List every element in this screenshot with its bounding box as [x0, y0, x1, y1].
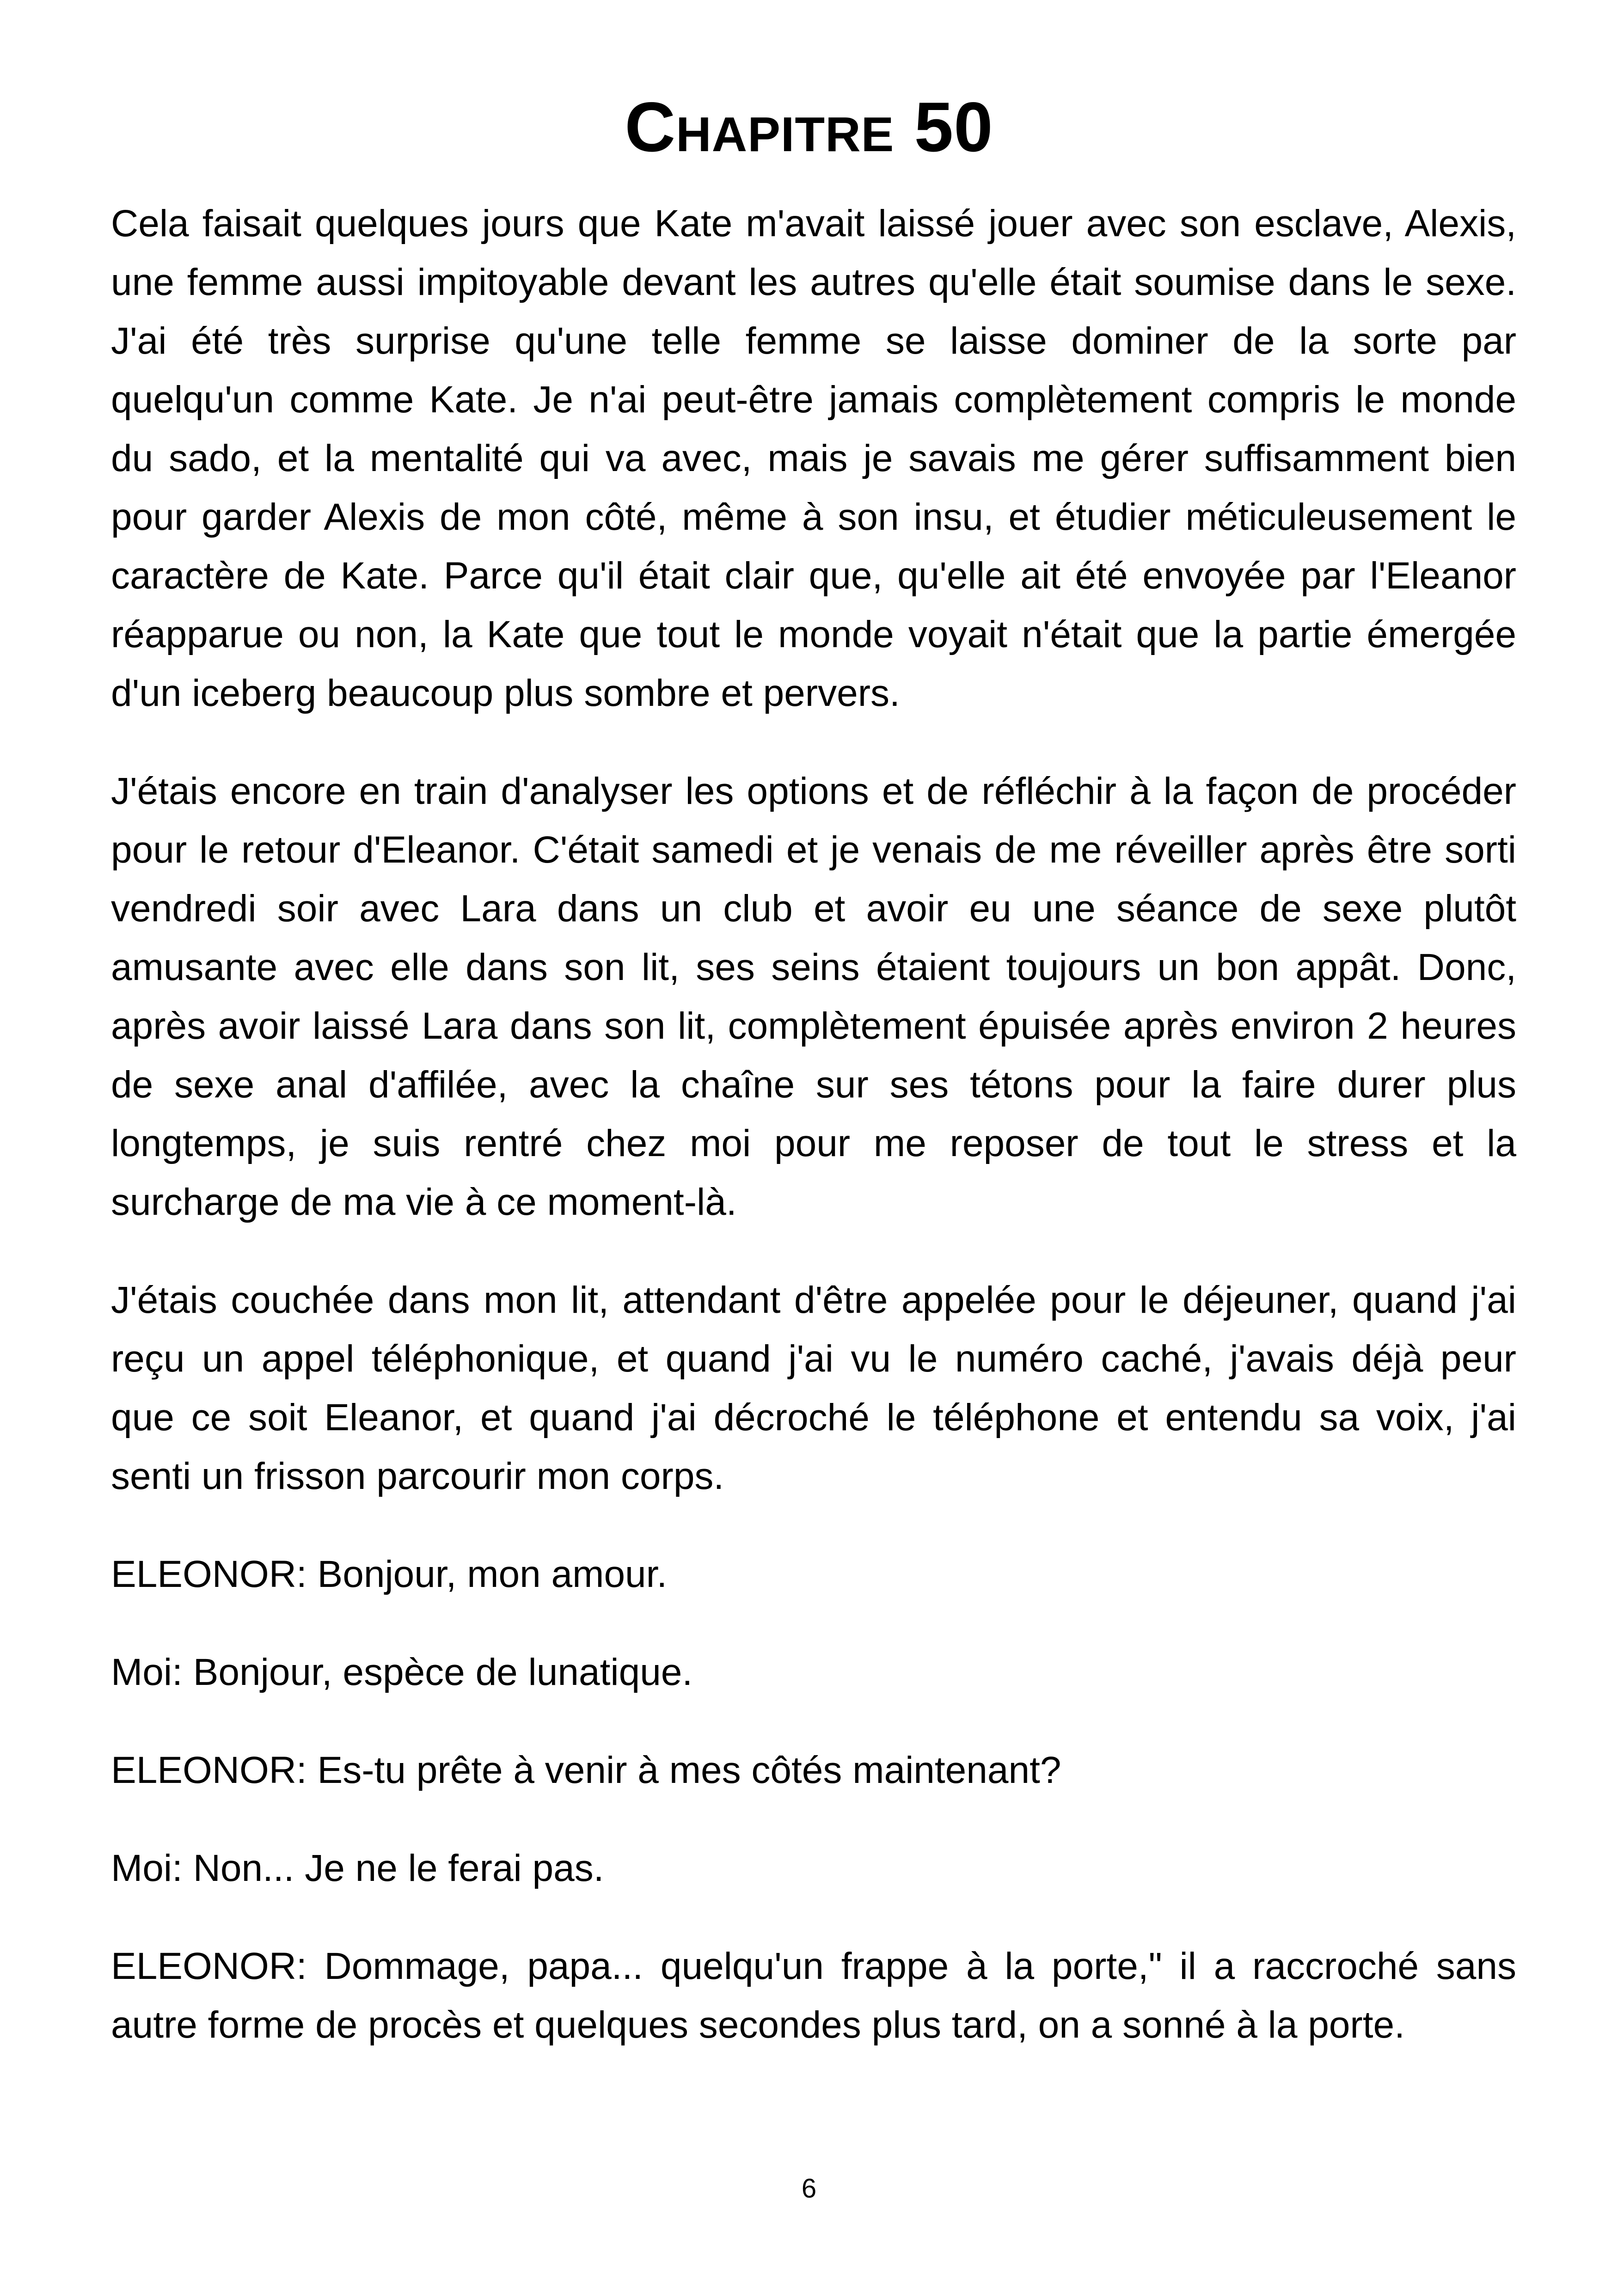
text-line: pour le retour d'Eleanor. C'était samedi et je venais de me réveiller après être sorti — [111, 829, 1516, 871]
paragraph-1 — [111, 194, 1516, 722]
chapter-title-rest: hapitre 50 — [676, 88, 993, 166]
final-paragraph — [111, 1937, 1516, 2054]
text-line: après avoir laissé Lara dans son lit, complètement épuisée après environ 2 heures — [111, 1005, 1516, 1047]
text-line: autre forme de procès et quelques secondes plus tard, on a sonné à la porte. — [111, 2004, 1405, 2046]
text-line: Cela faisait quelques jours que Kate m'avait laissé jouer avec son esclave, Alexis, — [111, 202, 1516, 245]
dialogue-line: ELEONOR: Es-tu prête à venir à mes côtés maintenant? — [111, 1749, 1061, 1791]
text-line: réapparue ou non, la Kate que tout le monde voyait n'était que la partie émergée — [111, 613, 1516, 655]
text-line: d'un iceberg beaucoup plus sombre et pervers. — [111, 672, 900, 714]
dialogue-line: ELEONOR: Bonjour, mon amour. — [111, 1553, 668, 1595]
chapter-body — [111, 194, 1516, 2094]
text-line: J'ai été très surprise qu'une telle femme se laisse dominer de la sorte par — [111, 320, 1516, 362]
text-line: reçu un appel téléphonique, et quand j'ai vu le numéro caché, j'avais déjà peur — [111, 1338, 1516, 1380]
text-line: amusante avec elle dans son lit, ses seins étaient toujours un bon appât. Donc, — [111, 946, 1516, 988]
text-line: longtemps, je suis rentré chez moi pour me reposer de tout le stress et la — [111, 1122, 1516, 1164]
chapter-title — [0, 88, 1618, 166]
paragraph-2 — [111, 762, 1516, 1231]
text-line: que ce soit Eleanor, et quand j'ai décroché le téléphone et entendu sa voix, j'ai — [111, 1396, 1516, 1439]
text-line: vendredi soir avec Lara dans un club et avoir eu une séance de sexe plutôt — [111, 888, 1516, 930]
text-line: caractère de Kate. Parce qu'il était clair que, qu'elle ait été envoyée par l'Eleanor — [111, 555, 1516, 597]
paragraph-3 — [111, 1271, 1516, 1506]
text-line: pour garder Alexis de mon côté, même à son insu, et étudier méticuleusement le — [111, 496, 1516, 538]
dialogue-line: Moi: Bonjour, espèce de lunatique. — [111, 1651, 693, 1693]
text-line: ELEONOR: Dommage, papa... quelqu'un frappe à la porte," il a raccroché sans — [111, 1945, 1516, 1987]
text-line: du sado, et la mentalité qui va avec, mais je savais me gérer suffisamment bien — [111, 437, 1516, 479]
text-line: senti un frisson parcourir mon corps. — [111, 1455, 724, 1497]
page-number: 6 — [801, 2174, 817, 2204]
chapter-title-initial: C — [625, 88, 676, 166]
text-line: quelqu'un comme Kate. Je n'ai peut-être jamais complètement compris le monde — [111, 379, 1516, 421]
text-line: de sexe anal d'affilée, avec la chaîne sur ses tétons pour la faire durer plus — [111, 1064, 1516, 1106]
text-line: J'étais couchée dans mon lit, attendant d'être appelée pour le déjeuner, quand j'ai — [111, 1279, 1516, 1321]
text-line: surcharge de ma vie à ce moment-là. — [111, 1181, 737, 1223]
text-line: J'étais encore en train d'analyser les options et de réfléchir à la façon de procéder — [111, 770, 1516, 812]
dialogue-line: Moi: Non... Je ne le ferai pas. — [111, 1847, 604, 1889]
text-line: une femme aussi impitoyable devant les autres qu'elle était soumise dans le sexe. — [111, 261, 1516, 303]
